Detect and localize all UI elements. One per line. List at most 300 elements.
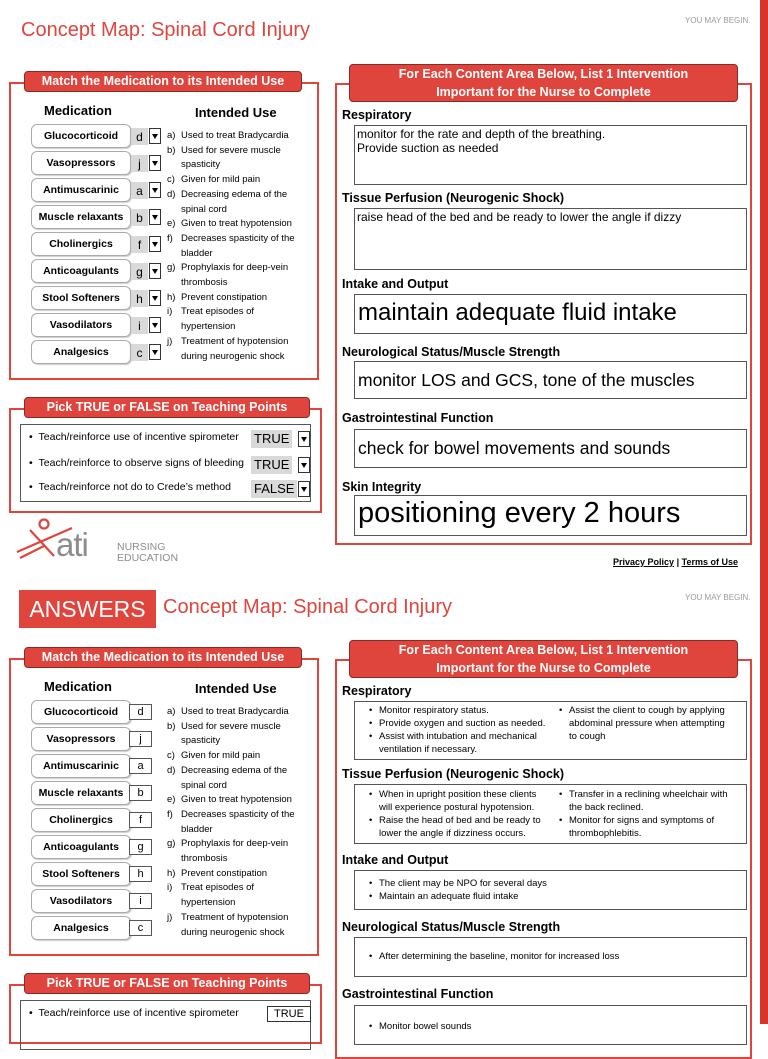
terms-of-use-link[interactable]: Terms of Use <box>681 557 738 567</box>
bullet-mark: • <box>369 789 373 800</box>
heading-line-1: For Each Content Area Below, List 1 Intervention <box>398 67 689 81</box>
bullet-list <box>369 877 729 903</box>
bullet-item <box>369 730 569 743</box>
neurological-answer-box <box>354 937 747 977</box>
intended-use-item <box>167 837 295 852</box>
bullet-text: thrombophlebitis. <box>569 828 642 839</box>
tf-statement: Teach/reinforce not do to Crede’s method <box>38 481 231 493</box>
medication-row <box>31 340 163 364</box>
intended-use-item <box>167 335 295 350</box>
medication-row <box>31 835 163 859</box>
bullet-text: to cough <box>569 731 606 742</box>
use-text: thrombosis <box>181 853 228 865</box>
answers-tag: ANSWERS <box>19 590 156 628</box>
intended-use-item <box>167 867 295 882</box>
use-text: during neurogenic shock <box>181 350 285 362</box>
medication-answer-select[interactable]: g <box>131 263 148 280</box>
medication-name: Anticoagulants <box>31 259 131 283</box>
medication-answer-select[interactable]: d <box>131 128 148 145</box>
chevron-down-icon[interactable] <box>149 236 161 252</box>
section-intake-output: Intake and Output <box>342 853 449 867</box>
teaching-points-box <box>20 1000 311 1050</box>
use-text: Prevent constipation <box>181 867 268 879</box>
bullet-mark: • <box>369 1021 373 1032</box>
medication-name: Cholinergics <box>31 808 131 832</box>
bullet-item <box>369 827 569 840</box>
medication-panel <box>9 82 319 380</box>
bullet-item <box>369 717 569 730</box>
medication-name: Muscle relaxants <box>31 205 131 229</box>
answers-teaching-points-heading: Pick TRUE or FALSE on Teaching Points <box>24 973 310 994</box>
use-text: Prevent constipation <box>181 291 268 303</box>
section-respiratory: Respiratory <box>342 684 412 698</box>
bullet-text: Maintain an adequate fluid intake <box>379 891 519 902</box>
use-letter: h) <box>167 867 176 879</box>
medication-answer-select[interactable]: b <box>131 209 148 226</box>
use-letter <box>167 276 181 291</box>
medication-row <box>31 232 163 256</box>
medication-name: Analgesics <box>31 340 131 364</box>
section-skin-integrity: Skin Integrity <box>342 480 422 494</box>
use-text: Used to treat Bradycardia <box>181 706 289 717</box>
tf-answer-select[interactable]: TRUE <box>251 456 292 474</box>
bullet-mark: • <box>559 705 563 716</box>
bullet-mark: • <box>369 951 373 962</box>
bullet-item <box>369 1020 729 1033</box>
use-text: Given for mild pain <box>181 174 261 186</box>
intended-use-item <box>167 881 295 896</box>
intended-use-list <box>167 129 295 364</box>
medication-answer-select[interactable]: a <box>131 182 148 199</box>
use-text: bladder <box>181 247 213 259</box>
use-text: bladder <box>181 823 213 835</box>
intended-use-item <box>167 261 295 276</box>
medication-row <box>31 286 163 310</box>
use-letter: f) <box>167 808 173 820</box>
use-text: Given to treat hypotension <box>181 218 292 230</box>
bullet-item <box>559 801 749 814</box>
medication-answer: h <box>129 866 152 882</box>
medication-name: Analgesics <box>31 916 131 940</box>
heading-line-2: Important for the Nurse to Complete <box>436 661 651 675</box>
use-letter: d) <box>167 188 176 200</box>
bullet-mark <box>559 801 569 814</box>
medication-name: Vasodilators <box>31 889 131 913</box>
intake-output-answer-box <box>354 870 747 910</box>
use-text: Prophylaxis for deep-vein <box>181 838 289 850</box>
bullet-text: Monitor respiratory status. <box>379 705 489 716</box>
use-text: Treatment of hypotension <box>181 335 289 347</box>
use-text: spinal cord <box>181 203 227 215</box>
tissue-perfusion-answer-field[interactable]: raise head of the bed and be ready to lower the angle if dizzy <box>354 208 747 270</box>
answers-page-title: Concept Map: Spinal Cord Injury <box>163 596 453 618</box>
intended-use-item <box>167 320 295 335</box>
use-letter: j) <box>167 911 173 923</box>
intended-use-item <box>167 305 295 320</box>
ati-wordmark: ati <box>56 526 88 563</box>
use-text: spasticity <box>181 159 221 171</box>
intended-use-item <box>167 911 295 926</box>
medication-name: Stool Softeners <box>31 862 131 886</box>
use-letter: i) <box>167 306 173 318</box>
use-letter: c) <box>167 750 175 762</box>
begin-note: YOU MAY BEGIN. <box>685 16 751 25</box>
bullet-item <box>369 890 729 903</box>
medication-row <box>31 313 163 337</box>
section-neurological: Neurological Status/Muscle Strength <box>342 920 561 934</box>
tf-row: • Teach/reinforce use of incentive spirometer <box>29 431 239 443</box>
intended-use-item <box>167 896 295 911</box>
medication-row <box>31 889 163 913</box>
medication-row <box>31 205 163 229</box>
medication-answer: j <box>129 731 152 747</box>
bullet-mark: • <box>369 731 373 742</box>
medication-name: Muscle relaxants <box>31 781 131 805</box>
medication-name: Vasodilators <box>31 313 131 337</box>
intended-use-item <box>167 203 295 218</box>
use-letter: e) <box>167 794 176 806</box>
medication-name: Vasopressors <box>31 151 131 175</box>
bullet-text: will experience postural hypotension. <box>379 802 535 813</box>
bullet-text: Assist with intubation and mechanical <box>379 731 537 742</box>
intended-use-item <box>167 852 295 867</box>
chevron-down-icon[interactable] <box>149 290 161 306</box>
medication-row <box>31 727 163 751</box>
intended-use-item <box>167 276 295 291</box>
intended-use-item <box>167 734 295 749</box>
bullet-text: the back reclined. <box>569 802 644 813</box>
medication-name: Glucocorticoid <box>31 124 131 148</box>
medication-name: Glucocorticoid <box>31 700 131 724</box>
bullet-item <box>369 814 569 827</box>
intended-use-item <box>167 144 295 159</box>
intended-use-item <box>167 779 295 794</box>
bullet-text: Provide oxygen and suction as needed. <box>379 718 546 729</box>
medication-row <box>31 178 163 202</box>
tf-answer-select[interactable]: TRUE <box>251 430 292 448</box>
section-respiratory: Respiratory <box>342 108 412 122</box>
medication-name: Antimuscarinic <box>31 754 131 778</box>
answers-interventions-panel <box>335 659 752 1059</box>
answer-line: Provide suction as needed <box>357 141 499 155</box>
bullet-text: ventilation if necessary. <box>379 744 478 755</box>
use-letter: j) <box>167 335 173 347</box>
neurological-answer-field[interactable]: monitor LOS and GCS, tone of the muscles <box>354 361 747 399</box>
answer-line: monitor for the rate and depth of the breathing. <box>357 127 606 141</box>
medication-answer-select[interactable]: i <box>131 317 148 334</box>
use-letter <box>167 203 181 218</box>
use-letter <box>167 247 181 262</box>
section-intake-output: Intake and Output <box>342 277 449 291</box>
bullet-list-right <box>559 788 749 840</box>
use-text: Given for mild pain <box>181 750 261 762</box>
use-text: during neurogenic shock <box>181 926 285 938</box>
bullet-mark: • <box>559 789 563 800</box>
intended-use-list <box>167 705 295 940</box>
use-letter: e) <box>167 218 176 230</box>
medication-answer: g <box>129 839 152 855</box>
logo-line-1: NURSING <box>117 541 166 553</box>
intake-output-answer-field[interactable]: maintain adequate fluid intake <box>354 294 747 334</box>
tf-row: • Teach/reinforce use of incentive spirometer <box>29 1007 239 1019</box>
bullet-list-left <box>369 788 569 840</box>
use-letter: b) <box>167 720 176 732</box>
medication-name: Vasopressors <box>31 727 131 751</box>
intended-use-column-header: Intended Use <box>195 681 277 696</box>
bullet-item <box>559 717 749 730</box>
medication-row <box>31 754 163 778</box>
chevron-down-icon[interactable] <box>149 182 161 198</box>
intended-use-item <box>167 247 295 262</box>
use-letter: c) <box>167 174 175 186</box>
bullet-item <box>369 877 729 890</box>
tissue-perfusion-answer-box <box>354 784 747 844</box>
intended-use-item <box>167 764 295 779</box>
bullet-list <box>369 950 729 963</box>
medication-answer: f <box>129 812 152 828</box>
bullet-item <box>559 704 749 717</box>
interventions-heading <box>349 64 738 102</box>
medication-column-header: Medication <box>44 103 112 118</box>
intended-use-item <box>167 749 295 764</box>
medication-row <box>31 151 163 175</box>
medication-answer: b <box>129 785 152 801</box>
medication-name: Cholinergics <box>31 232 131 256</box>
use-text: Used to treat Bradycardia <box>181 130 289 141</box>
intended-use-column-header: Intended Use <box>195 105 277 120</box>
bullet-text: When in upright position these clients <box>379 789 537 800</box>
intended-use-item <box>167 720 295 735</box>
intended-use-item <box>167 173 295 188</box>
bullet-mark <box>559 827 569 840</box>
intended-use-item <box>167 350 295 365</box>
use-text: spinal cord <box>181 779 227 791</box>
bullet-mark: • <box>369 705 373 716</box>
tf-statement: Teach/reinforce to observe signs of bleeding <box>38 457 244 469</box>
bullet-list-right <box>559 704 749 743</box>
gastrointestinal-answer-box <box>354 1005 747 1045</box>
use-letter <box>167 320 181 335</box>
use-letter: g) <box>167 262 176 274</box>
medication-answer: a <box>129 758 152 774</box>
medication-row <box>31 781 163 805</box>
use-text: Decreases spasticity of the <box>181 808 295 820</box>
use-text: Given to treat hypotension <box>181 794 292 806</box>
bullet-item <box>369 704 569 717</box>
bullet-mark <box>369 743 379 756</box>
medication-row <box>31 916 163 940</box>
privacy-policy-link[interactable]: Privacy Policy <box>613 557 675 567</box>
answers-interventions-heading <box>349 640 738 678</box>
ati-logo <box>14 516 179 566</box>
intended-use-item <box>167 705 295 720</box>
teaching-points-heading: Pick TRUE or FALSE on Teaching Points <box>24 397 310 418</box>
bullet-text: The client may be NPO for several days <box>379 878 547 889</box>
teaching-points-panel <box>9 408 322 513</box>
intended-use-item <box>167 291 295 306</box>
bullet-mark <box>369 827 379 840</box>
bullet-item <box>369 788 569 801</box>
bullet-mark: • <box>369 815 373 826</box>
logo-line-2: EDUCATION <box>117 552 179 564</box>
intended-use-item <box>167 129 295 144</box>
medication-name: Stool Softeners <box>31 286 131 310</box>
answers-medication-panel <box>9 658 319 956</box>
respiratory-answer-box <box>354 701 747 760</box>
right-edge-bar <box>760 0 768 1024</box>
use-text: Treatment of hypotension <box>181 911 289 923</box>
chevron-down-icon[interactable] <box>149 128 161 144</box>
gastrointestinal-answer-field[interactable]: check for bowel movements and sounds <box>354 429 747 468</box>
chevron-down-icon[interactable] <box>149 344 161 360</box>
page-title: Concept Map: Spinal Cord Injury <box>21 19 311 41</box>
respiratory-answer-field[interactable] <box>354 125 747 185</box>
medication-name: Antimuscarinic <box>31 178 131 202</box>
intended-use-item <box>167 158 295 173</box>
bullet-mark <box>369 801 379 814</box>
answers-begin-note: YOU MAY BEGIN. <box>685 593 751 602</box>
tf-statement: Teach/reinforce use of incentive spirometer <box>38 431 239 443</box>
use-letter <box>167 350 181 365</box>
bullet-text: lower the angle if dizziness occurs. <box>379 828 526 839</box>
intended-use-item <box>167 808 295 823</box>
tf-answer: TRUE <box>267 1006 311 1022</box>
medication-answer: c <box>129 920 152 936</box>
use-letter: a) <box>167 706 176 717</box>
tf-row: • Teach/reinforce not do to Crede’s method <box>29 481 231 493</box>
bullet-mark: • <box>369 718 373 729</box>
intended-use-item <box>167 217 295 232</box>
use-text: Treat episodes of <box>181 882 255 894</box>
heading-line-2: Important for the Nurse to Complete <box>436 85 651 99</box>
bullet-item <box>369 950 729 963</box>
medication-row <box>31 124 163 148</box>
use-letter <box>167 158 181 173</box>
bullet-item <box>369 743 569 756</box>
bullet-text: Monitor bowel sounds <box>379 1021 472 1032</box>
bullet-text: After determining the baseline, monitor for increased loss <box>379 951 620 962</box>
use-text: Prophylaxis for deep-vein <box>181 262 289 274</box>
bullet-list <box>369 1020 729 1033</box>
chevron-down-icon[interactable] <box>149 209 161 225</box>
use-letter <box>167 823 181 838</box>
use-text: Decreases spasticity of the <box>181 232 295 244</box>
skin-integrity-answer-field[interactable]: positioning every 2 hours <box>354 495 747 536</box>
answers-medication-heading: Match the Medication to its Intended Use <box>24 647 302 668</box>
use-letter: f) <box>167 232 173 244</box>
bullet-text: Assist the client to cough by applying <box>569 705 725 716</box>
section-gastrointestinal: Gastrointestinal Function <box>342 411 494 425</box>
use-text: hypertension <box>181 897 236 909</box>
use-letter: g) <box>167 838 176 850</box>
section-gastrointestinal: Gastrointestinal Function <box>342 987 494 1001</box>
chevron-down-icon[interactable] <box>149 263 161 279</box>
bullet-item <box>559 827 749 840</box>
use-letter <box>167 852 181 867</box>
use-letter: a) <box>167 130 176 141</box>
bullet-item <box>559 814 749 827</box>
use-text: thrombosis <box>181 277 228 289</box>
medication-answer-select[interactable]: f <box>131 236 148 253</box>
teaching-points-box <box>20 424 311 502</box>
bullet-mark <box>559 730 569 743</box>
bullet-item <box>559 788 749 801</box>
footer-links <box>613 557 738 567</box>
bullet-list-left <box>369 704 569 756</box>
bullet-mark: • <box>369 891 373 902</box>
medication-row <box>31 259 163 283</box>
intended-use-item <box>167 232 295 247</box>
bullet-text: Monitor for signs and symptoms of <box>569 815 715 826</box>
bullet-text: Raise the head of bed and be ready to <box>379 815 541 826</box>
section-tissue-perfusion: Tissue Perfusion (Neurogenic Shock) <box>342 191 565 205</box>
intended-use-item <box>167 823 295 838</box>
bullet-text: Transfer in a reclining wheelchair with <box>569 789 728 800</box>
bullet-mark: • <box>369 878 373 889</box>
use-letter: d) <box>167 764 176 776</box>
use-text: Treat episodes of <box>181 306 255 318</box>
tf-statement: Teach/reinforce use of incentive spirometer <box>38 1007 239 1019</box>
bullet-text: abdominal pressure when attempting <box>569 718 725 729</box>
interventions-panel <box>335 83 752 545</box>
heading-line-1: For Each Content Area Below, List 1 Intervention <box>398 643 689 657</box>
tf-row: • Teach/reinforce to observe signs of bleeding <box>29 457 244 469</box>
use-text: Decreasing edema of the <box>181 764 288 776</box>
use-text: Decreasing edema of the <box>181 188 288 200</box>
use-text: hypertension <box>181 321 236 333</box>
use-text: spasticity <box>181 735 221 747</box>
medication-panel-heading: Match the Medication to its Intended Use <box>24 71 302 92</box>
tf-answer-select[interactable]: FALSE <box>251 480 297 498</box>
use-letter <box>167 926 181 941</box>
use-letter: h) <box>167 291 176 303</box>
section-neurological: Neurological Status/Muscle Strength <box>342 345 561 359</box>
chevron-down-icon[interactable] <box>149 155 161 171</box>
use-letter: i) <box>167 882 173 894</box>
medication-row <box>31 700 163 724</box>
medication-column-header: Medication <box>44 679 112 694</box>
use-text: Used for severe muscle <box>181 144 281 156</box>
use-letter <box>167 896 181 911</box>
medication-row <box>31 808 163 832</box>
medication-answer-select[interactable]: c <box>131 344 148 361</box>
use-letter <box>167 779 181 794</box>
intended-use-item <box>167 793 295 808</box>
bullet-item <box>369 801 569 814</box>
chevron-down-icon[interactable] <box>298 431 310 447</box>
use-letter <box>167 734 181 749</box>
use-text: Used for severe muscle <box>181 720 281 732</box>
chevron-down-icon[interactable] <box>298 481 310 497</box>
medication-row <box>31 862 163 886</box>
medication-answer-select[interactable]: j <box>131 155 148 172</box>
medication-answer-select[interactable]: h <box>131 290 148 307</box>
chevron-down-icon[interactable] <box>298 457 310 473</box>
chevron-down-icon[interactable] <box>149 317 161 333</box>
medication-name: Anticoagulants <box>31 835 131 859</box>
section-tissue-perfusion: Tissue Perfusion (Neurogenic Shock) <box>342 767 565 781</box>
bullet-item <box>559 730 749 743</box>
medication-answer: i <box>129 893 152 909</box>
medication-answer: d <box>129 704 152 720</box>
nursing-education-text <box>117 542 178 564</box>
intended-use-item <box>167 926 295 941</box>
use-letter: b) <box>167 144 176 156</box>
intended-use-item <box>167 188 295 203</box>
bullet-mark <box>559 717 569 730</box>
link-separator: | <box>676 557 680 567</box>
bullet-mark: • <box>559 815 563 826</box>
